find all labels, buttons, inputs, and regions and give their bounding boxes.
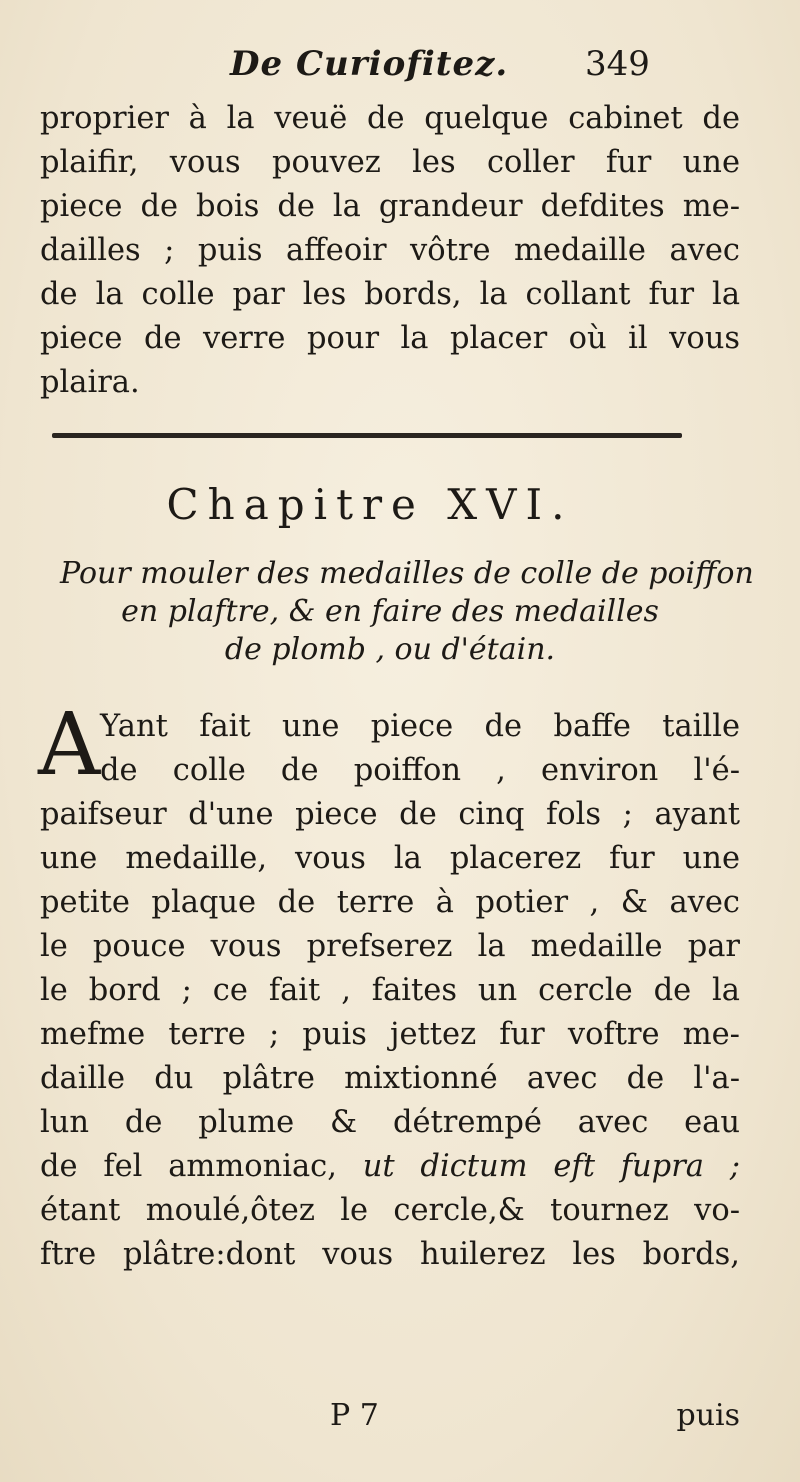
text-line: daille du plâtre mixtionné avec de l'a- [40,1061,740,1096]
text-line: de colle de poiffon , environ l'é- [100,753,740,788]
text-line: petite plaque de terre à potier , & avec [40,885,740,920]
text-line: lun de plume & détrempé avec eau [40,1105,740,1140]
subtitle-line: de plomb , ou d'étain. [224,632,556,667]
chapter-heading: Chapitre XVI. [166,480,574,529]
text-line: étant moulé,ôtez le cercle,& tournez vo- [40,1193,740,1228]
text-line: ftre plâtre:dont vous huilerez les bords, [40,1237,740,1272]
subtitle-line: Pour mouler des medailles de colle de poiffon [60,556,754,591]
page-number: 349 [585,44,650,84]
section-divider [52,433,682,438]
text-line: mefme terre ; puis jettez fur voftre me- [40,1017,740,1052]
text-line: une medaille, vous la placerez fur une [40,841,740,876]
text-line: le bord ; ce fait , faites un cercle de la [40,973,740,1008]
text-line: dailles ; puis affeoir vôtre medaille avec [40,233,740,268]
text-line: plaifir, vous pouvez les coller fur une [40,145,740,180]
text-line: proprier à la veuë de quelque cabinet de [40,101,740,136]
chapter-subtitle [60,555,754,669]
text-line: de la colle par les bords, la collant fur la [40,277,740,312]
text-line: piece de verre pour la placer où il vous [40,321,740,356]
paragraph-continuation [40,97,740,405]
latin-phrase: ut dictum eft fupra ; [362,1149,741,1184]
page-footer [40,1398,740,1442]
catchword: puis [676,1398,740,1433]
text-line: paifseur d'une piece de cinq fols ; ayant [40,797,740,832]
signature-mark: P 7 [330,1398,379,1433]
running-title: De Curiofitez. [230,44,509,84]
text-fragment: de fel ammoniac, [40,1149,337,1184]
text-line: plaira. [40,365,140,400]
subtitle-line: en plaftre, & en faire des medailles [121,594,659,629]
chapter-body [40,705,740,1277]
text-line: piece de bois de la grandeur defdites me- [40,189,740,224]
drop-cap: A [38,695,101,795]
text-line: Yant fait une piece de baffe taille [100,709,740,744]
text-line: le pouce vous prefserez la medaille par [40,929,740,964]
running-head [40,44,740,94]
text-line-with-latin [40,1145,740,1189]
